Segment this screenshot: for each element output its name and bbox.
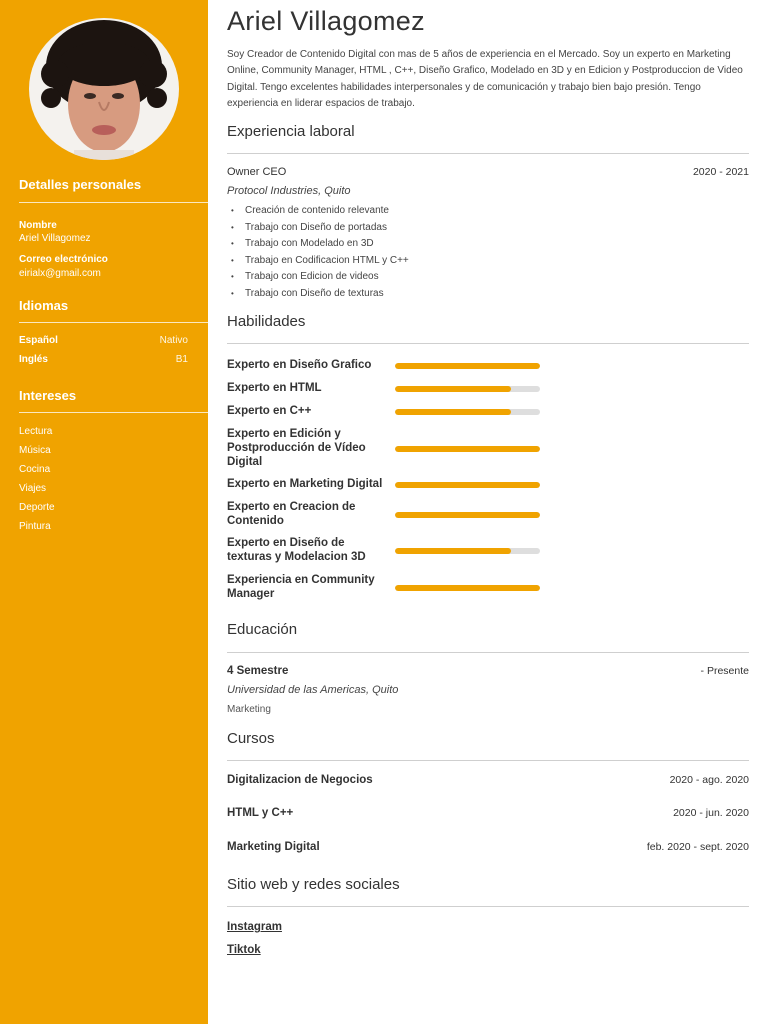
course-dates: 2020 - ago. 2020 (669, 774, 749, 786)
skill-bar-fill (395, 386, 511, 392)
skill-name: Experto en Marketing Digital (227, 478, 383, 490)
language-row (19, 354, 188, 365)
skills-heading: Habilidades (227, 313, 306, 330)
courses-heading: Cursos (227, 730, 275, 747)
sidebar (0, 0, 208, 1024)
company-name: Protocol Industries, Quito (227, 185, 351, 197)
skill-name: Experiencia en Community Manager (227, 574, 375, 600)
list-item: • Trabajo con Diseño de portadas (231, 220, 409, 237)
skill-bar (395, 482, 540, 488)
language-name: Inglés (19, 354, 48, 365)
divider (227, 153, 749, 154)
skill-name: Experto en Edición y Postproducción de Vídeo Digital (227, 428, 366, 468)
name-label: Nombre (19, 220, 57, 231)
list-item: • Trabajo con Modelado en 3D (231, 236, 409, 253)
skill-name: Experto en C++ (227, 405, 312, 417)
divider (227, 906, 749, 907)
email-value[interactable]: eirialx@gmail.com (19, 268, 101, 279)
skill-bar-fill (395, 512, 540, 518)
list-item: • Creación de contenido relevante (231, 203, 409, 220)
skill-bar (395, 585, 540, 591)
skill-bar (395, 363, 540, 369)
skill-name: Experto en Diseño Grafico (227, 359, 372, 371)
profile-photo (29, 18, 179, 160)
degree-name: 4 Semestre (227, 665, 289, 677)
skill-name: Experto en Diseño de texturas y Modelacion 3D (227, 537, 366, 563)
interest-item: Viajes (19, 483, 47, 494)
course-dates: 2020 - jun. 2020 (673, 807, 749, 819)
experience-heading: Experiencia laboral (227, 123, 355, 140)
language-row (19, 335, 188, 346)
email-label: Correo electrónico (19, 254, 108, 265)
full-name: Ariel Villagomez (227, 6, 425, 36)
course-name: HTML y C++ (227, 807, 294, 819)
divider (227, 760, 749, 761)
language-level: Nativo (159, 335, 188, 346)
skill-bar (395, 512, 540, 518)
skill-bar-fill (395, 585, 540, 591)
list-item: • Trabajo en Codificacion HTML y C++ (231, 253, 409, 270)
course-dates: feb. 2020 - sept. 2020 (646, 841, 749, 853)
education-heading: Educación (227, 621, 298, 638)
skill-name: Experto en Creacion de Contenido (227, 501, 356, 527)
interest-item: Deporte (19, 502, 55, 513)
profile-summary: Soy Creador de Contenido Digital con mas de 5 años de experiencia en el Mercado. Soy un experto en Marketing Online, Community Manager, HTML , C++, Diseño Grafico, Modelado en 3D y en Edicion y Postproduccion de Video Digital. Tengo excelentes habilidades interpersonales y de comunicación y trabajo bien bajo presión. Tengo experiencia en liderar espacios de trabajo. (227, 49, 743, 109)
skill-bar-fill (395, 409, 511, 415)
job-title: Owner CEO (227, 166, 287, 178)
list-item: • Trabajo con Diseño de texturas (231, 286, 409, 303)
job-bullets (231, 203, 409, 303)
skill-name: Experto en HTML (227, 382, 322, 394)
interest-item: Cocina (19, 464, 51, 475)
skill-bar (395, 409, 540, 415)
divider (19, 202, 208, 203)
course-name: Marketing Digital (227, 841, 320, 853)
skill-bar-fill (395, 446, 540, 452)
skill-bar-fill (395, 482, 540, 488)
interest-item: Pintura (19, 521, 51, 532)
personal-details-heading: Detalles personales (19, 177, 142, 192)
name-value: Ariel Villagomez (19, 233, 91, 244)
field-of-study: Marketing (227, 704, 271, 715)
instagram-link[interactable]: Instagram (227, 921, 282, 933)
interest-item: Música (19, 445, 51, 456)
languages-heading: Idiomas (19, 298, 69, 313)
skill-bar-fill (395, 363, 540, 369)
education-dates: - Presente (700, 665, 749, 677)
skill-bar (395, 548, 540, 554)
interest-item: Lectura (19, 426, 53, 437)
skill-bar (395, 446, 540, 452)
course-name: Digitalizacion de Negocios (227, 774, 373, 786)
tiktok-link[interactable]: Tiktok (227, 944, 261, 956)
divider (227, 343, 749, 344)
list-item: • Trabajo con Edicion de videos (231, 269, 409, 286)
job-dates: 2020 - 2021 (692, 166, 749, 178)
divider (19, 322, 208, 323)
language-level: B1 (175, 354, 188, 365)
school-name: Universidad de las Americas, Quito (227, 684, 399, 696)
skill-bar (395, 386, 540, 392)
divider (227, 652, 749, 653)
interests-heading: Intereses (19, 388, 77, 403)
divider (19, 412, 208, 413)
language-name: Español (19, 335, 58, 346)
skill-bar-fill (395, 548, 511, 554)
social-heading: Sitio web y redes sociales (227, 876, 400, 893)
